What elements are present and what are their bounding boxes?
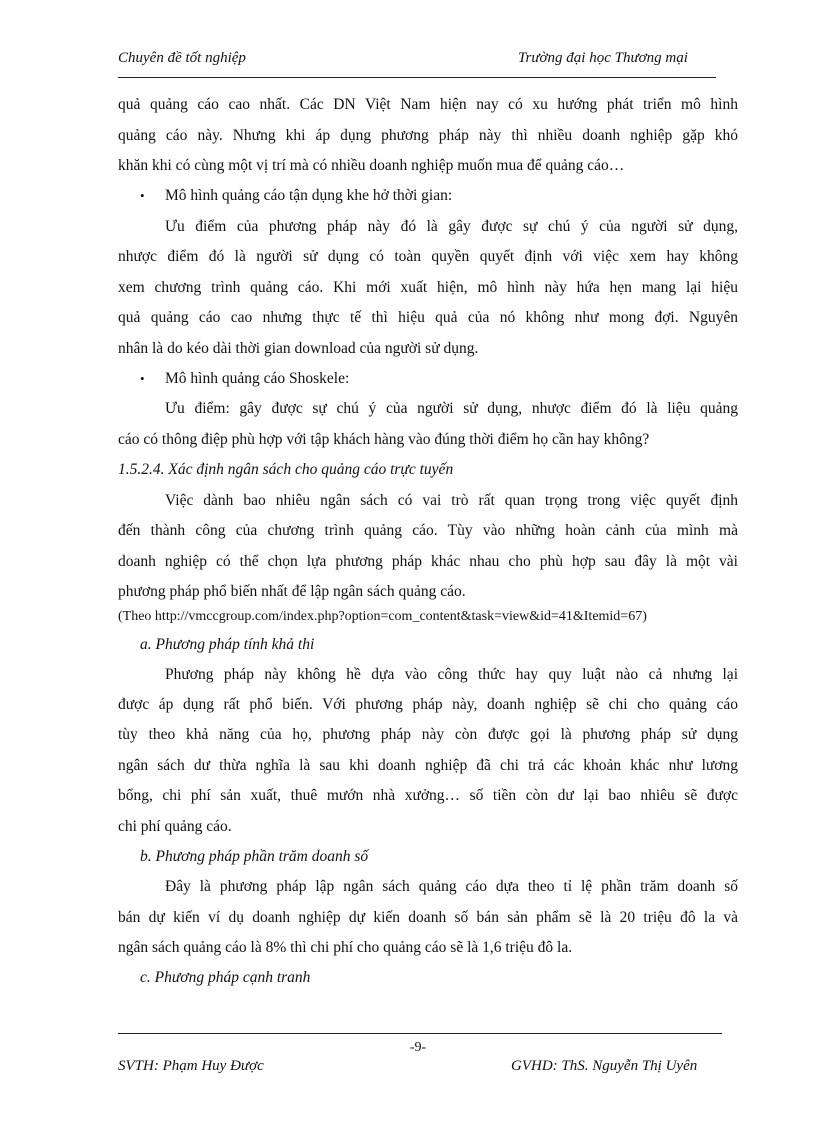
text-line: nhân là do kéo dài thời gian download của người sử dụng. [118, 340, 479, 357]
subheading-c: c. Phương pháp cạnh tranh [140, 969, 311, 986]
text-line: quả quảng cáo cao nhất. Các DN Việt Nam hiện nay có xu hướng phát triển mô hình [118, 96, 738, 113]
footer-right: GVHD: ThS. Nguyễn Thị Uyên [511, 1058, 698, 1074]
text-line: Ưu điểm của phương pháp này đó là gây được sự chú ý của người sử dụng, [165, 218, 738, 235]
text-line: quả quảng cáo cao nhưng thực tế thì hiệu quả của nó không như mong đợi. Nguyên [118, 309, 738, 326]
header-rule [118, 77, 716, 78]
subheading-a: a. Phương pháp tính khả thi [140, 636, 315, 653]
text-line: ngân sách dư thừa nghĩa là sau khi doanh nghiệp đã chi trả các khoản khác như lương [118, 757, 738, 774]
text-line: ngân sách quảng cáo là 8% thì chi phí cho quảng cáo sẽ là 1,6 triệu đô la. [118, 939, 573, 956]
text-line: cáo có thông điệp phù hợp với tập khách hàng vào đúng thời điểm họ cần hay không? [118, 431, 650, 448]
text-line: khăn khi có cùng một vị trí mà có nhiều doanh nghiệp muốn mua để quảng cáo… [118, 157, 625, 174]
text-line: doanh nghiệp có thể chọn lựa phương pháp khác nhau cho phù hợp sau đây là một vài [118, 553, 738, 570]
header-right: Trường đại học Thương mại [518, 50, 688, 66]
text-line: Ưu điểm: gây được sự chú ý của người sử dụng, nhược điểm đó là liệu quảng [165, 400, 738, 417]
text-line: Việc dành bao nhiêu ngân sách có vai trò rất quan trọng trong việc quyết định [165, 492, 738, 509]
section-heading: 1.5.2.4. Xác định ngân sách cho quảng cáo trực tuyến [118, 461, 454, 478]
bullet-item: Mô hình quảng cáo tận dụng khe hở thời gian: [165, 187, 453, 204]
header-left: Chuyên đề tốt nghiệp [118, 50, 246, 66]
text-line: bổng, chi phí sản xuất, thuê mướn nhà xưởng… số tiền còn dư lại bao nhiêu sẽ được [118, 787, 738, 804]
bullet-icon: • [140, 188, 145, 203]
bullet-icon: • [140, 371, 145, 386]
text-line: Đây là phương pháp lập ngân sách quảng cáo dựa theo tỉ lệ phần trăm doanh số [165, 878, 738, 895]
source-citation: (Theo http://vmccgroup.com/index.php?option=com_content&task=view&id=41&Itemid=67) [118, 609, 647, 624]
text-line: được áp dụng rất phổ biến. Với phương pháp này, doanh nghiệp sẽ chi cho quảng cáo [118, 696, 738, 713]
page-number: -9- [409, 1040, 427, 1055]
footer-left: SVTH: Phạm Huy Được [118, 1058, 264, 1074]
text-line: tùy theo khả năng của họ, phương pháp này còn được gọi là phương pháp sử dụng [118, 726, 738, 743]
bullet-item: Mô hình quảng cáo Shoskele: [165, 370, 350, 387]
text-line: phương pháp phổ biến nhất để lập ngân sách quảng cáo. [118, 583, 466, 600]
subheading-b: b. Phương pháp phần trăm doanh số [140, 848, 369, 865]
text-line: bán dự kiến ví dụ doanh nghiệp dự kiến doanh số bán sản phẩm sẽ là 20 triệu đô la và [118, 909, 738, 926]
footer-rule [118, 1033, 722, 1034]
text-line: đến thành công của chương trình quảng cáo. Tùy vào những hoàn cảnh của mình mà [118, 522, 738, 539]
text-line: Phương pháp này không hề dựa vào công thức hay quy luật nào cả nhưng lại [165, 666, 738, 683]
text-line: xem chương trình quảng cáo. Khi mới xuất hiện, mô hình này hứa hẹn mang lại hiệu [118, 279, 738, 296]
text-line: quảng cáo này. Nhưng khi áp dụng phương pháp này thì nhiều doanh nghiệp gặp khó [118, 127, 738, 144]
text-line: chi phí quảng cáo. [118, 818, 232, 835]
text-line: nhược điểm đó là người sử dụng có toàn quyền quyết định với việc xem hay không [118, 248, 738, 265]
